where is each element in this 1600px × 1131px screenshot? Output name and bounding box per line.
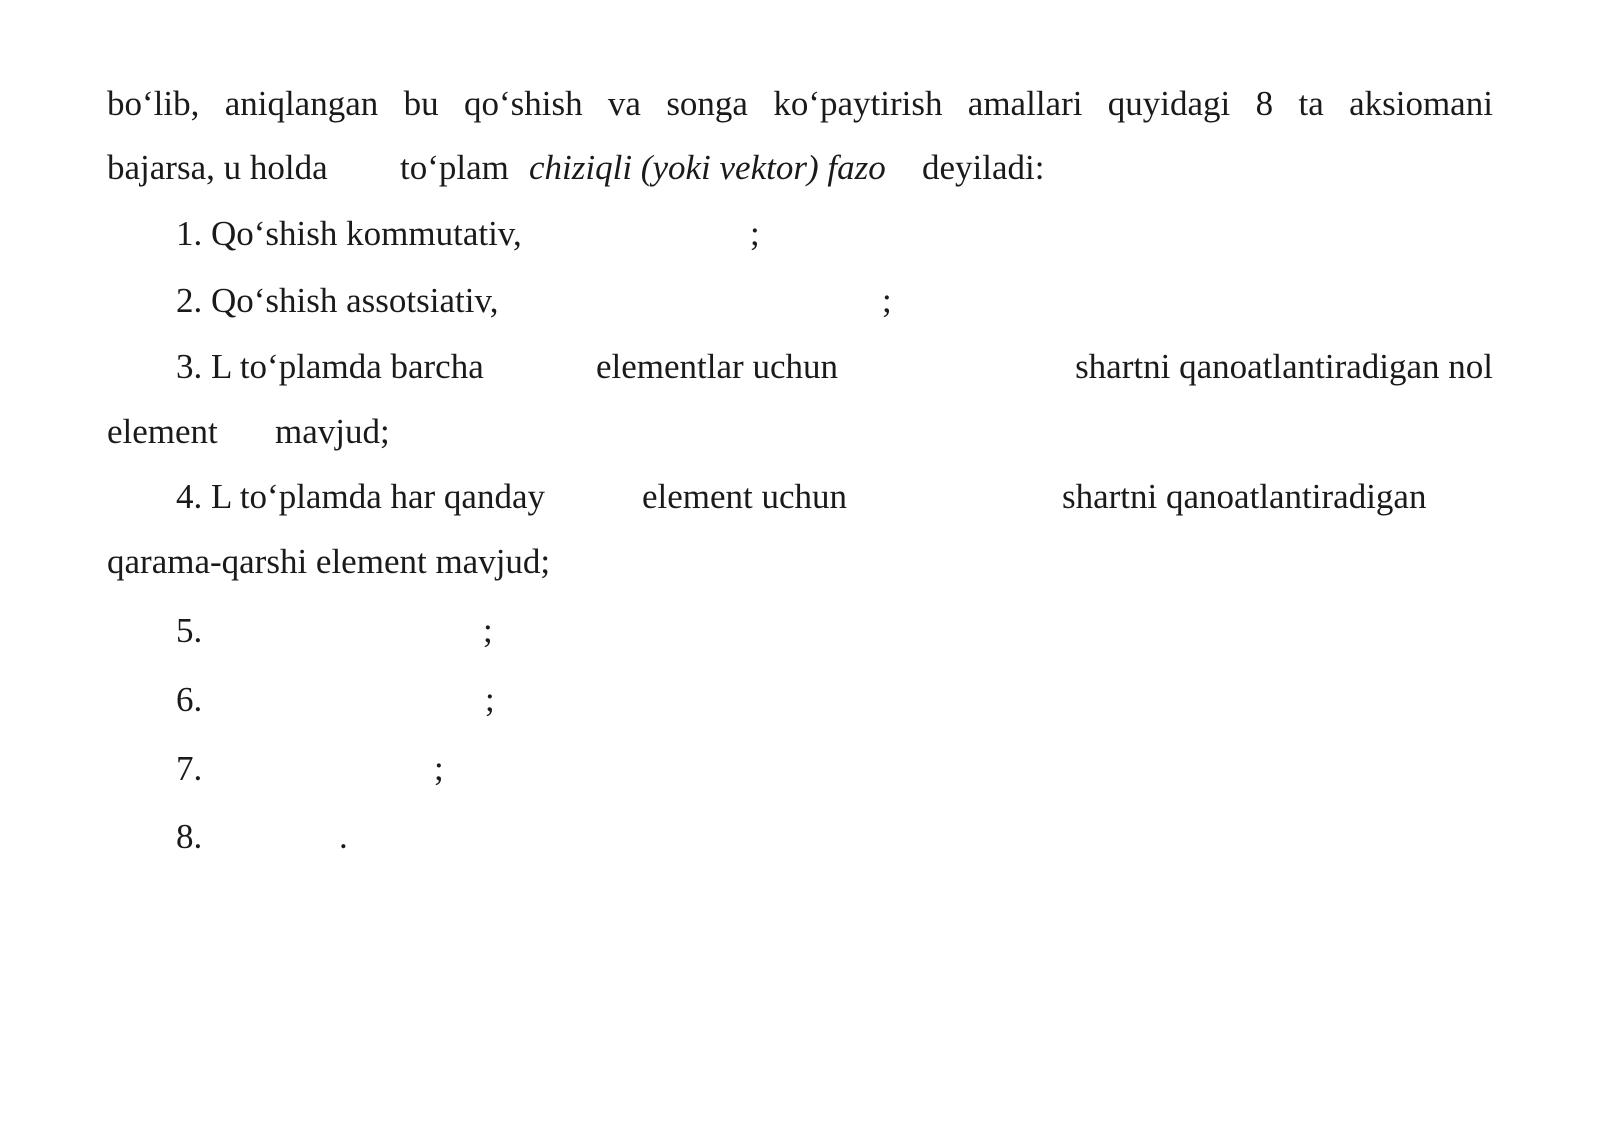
axiom-5-number: 5. <box>176 611 203 650</box>
axiom-3-part-d: element <box>107 412 218 451</box>
axiom-4-part-d: qarama-qarshi element mavjud; <box>107 542 551 581</box>
paragraph-line-2-word: to‘plam <box>400 148 509 187</box>
word: aksiomani <box>1349 84 1493 123</box>
axiom-3-part-c: shartni qanoatlantiradigan nol <box>1075 347 1493 386</box>
word: ta <box>1298 84 1324 123</box>
axiom-7-number: 7. <box>176 749 203 788</box>
axiom-6-end: ; <box>485 680 495 719</box>
axiom-3-part-e: mavjud; <box>275 412 390 451</box>
word: ko‘paytirish <box>773 84 943 123</box>
word: 8 <box>1255 84 1274 123</box>
axiom-5-end: ; <box>483 611 493 650</box>
axiom-4-part-b: element uchun <box>642 477 848 516</box>
paragraph-line-1 <box>107 86 1493 121</box>
axiom-2-text: 2. Qo‘shish assotsiativ, <box>176 281 499 320</box>
axiom-4-part-c: shartni qanoatlantiradigan <box>1062 477 1427 516</box>
axiom-8-end: . <box>339 817 348 856</box>
axiom-6-number: 6. <box>176 680 203 719</box>
word: qo‘shish <box>463 84 583 123</box>
paragraph-line-2-start: bajarsa, u holda <box>107 148 328 187</box>
word: va <box>607 84 641 123</box>
word: bu <box>403 84 439 123</box>
axiom-3-part-a: 3. L to‘plamda barcha <box>176 347 484 386</box>
axiom-3-part-b: elementlar uchun <box>596 347 838 386</box>
axiom-1-end: ; <box>750 214 760 253</box>
axiom-1-text: 1. Qo‘shish kommutativ, <box>176 214 522 253</box>
axiom-7-end: ; <box>434 749 444 788</box>
word: songa <box>666 84 748 123</box>
word: aniqlangan <box>224 84 379 123</box>
paragraph-line-2-end: deyiladi: <box>922 148 1045 187</box>
axiom-2-end: ; <box>882 281 892 320</box>
definition-term: chiziqli (yoki vektor) fazo <box>529 148 886 187</box>
word: amallari <box>967 84 1083 123</box>
axiom-8-number: 8. <box>176 817 203 856</box>
word: bo‘lib, <box>107 84 200 123</box>
axiom-4-part-a: 4. L to‘plamda har qanday <box>176 477 545 516</box>
word: quyidagi <box>1107 84 1231 123</box>
